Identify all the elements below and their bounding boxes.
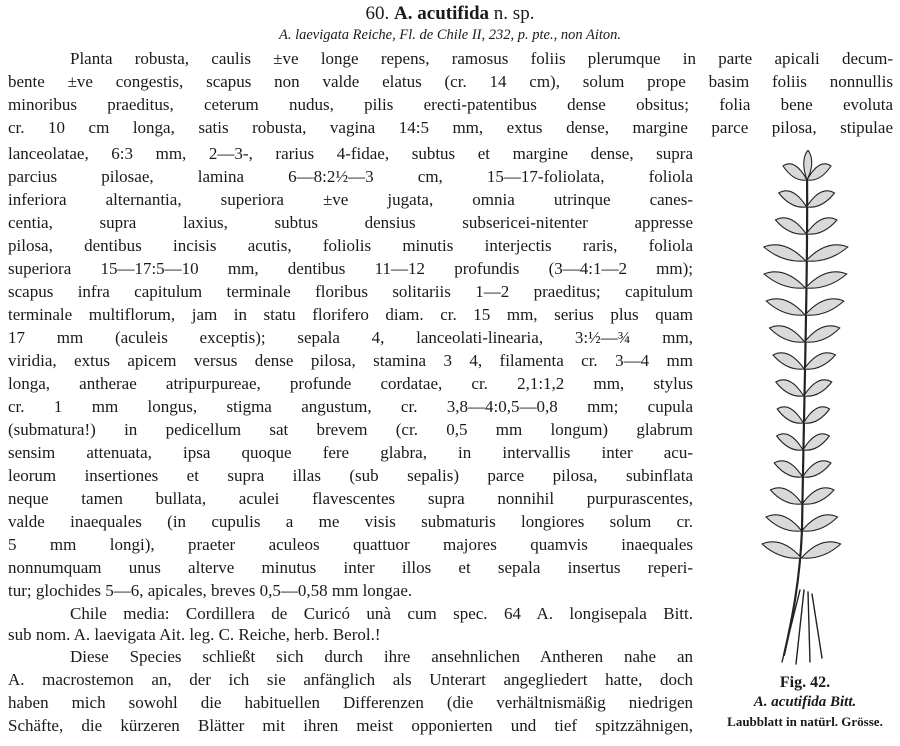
text-line: terminale multiflorum, jam in statu florifero diam. cr. 15 mm, serius plus quam	[8, 305, 693, 324]
synonym-text: A. laevigata Reiche, Fl. de Chile II, 232, p. pte., non Aiton.	[278, 27, 622, 43]
species-heading	[0, 2, 900, 26]
leaf-illustration	[712, 150, 900, 670]
leaflet	[802, 488, 834, 504]
text-line: superiora 15—17:5—10 mm, dentibus 11—12 profundis (3—4:1—2 mm);	[8, 259, 693, 278]
leaflet	[775, 218, 806, 234]
leaflet	[802, 515, 838, 531]
text-line: (submatura!) in pedicellum sat brevem (cr. 0,5 mm longum) glabrum	[8, 420, 693, 439]
text-line: parcius pilosae, lamina 6—8:2½—3 cm, 15—17-foliolata, foliola	[8, 167, 693, 186]
text-line: cr. 1 mm longus, stigma angustum, cr. 3,8—4:0,5—0,8 mm; cupula	[8, 397, 693, 416]
text-line: cr. 10 cm longa, satis robusta, vagina 14:5 mm, extus dense, margine parce pilosa, stipulae	[8, 118, 893, 137]
text-line: Chile media: Cordillera de Curicó unà cum spec. 64 A. longisepala Bitt.	[70, 604, 693, 623]
text-line: centia, supra laxius, subtus densius subsericei-nitenter appresse	[8, 213, 693, 232]
text-line: valde inaequales (in cupulis a me visis submaturis longiores solum cr.	[8, 512, 693, 531]
text-line: longa, antherae atripurpureae, profunde cordatae, cr. 2,1:1,2 mm, stylus	[8, 374, 693, 393]
leaflet	[777, 407, 803, 423]
text-line: sub nom. A. laevigata Ait. leg. C. Reiche, herb. Berol.!	[8, 625, 381, 644]
species-suffix: n. sp.	[493, 3, 535, 24]
text-line: 5 mm longi), praeter aculeos quattuor majores quamvis inaequales	[8, 535, 693, 554]
leaflet	[774, 461, 802, 477]
leaflet	[803, 407, 829, 423]
leaflet	[806, 245, 848, 261]
leaflet	[777, 434, 803, 450]
text-line: 17 mm (aculeis exceptis); sepala 4, lanceolati-linearia, 3:½—¾ mm,	[8, 328, 693, 347]
text-line: A. macrostemon an, der ich sie anfänglich als Unterart angegliedert hatte, doch	[8, 670, 693, 689]
figure-label: Fig. 42.	[779, 674, 831, 691]
leaflet	[807, 191, 835, 207]
text-line: scapus infra capitulum terminale floribus solitariis 1—2 praeditus; capitulum	[8, 282, 693, 301]
text-line: nonnumquam unus alterve minutus inter illos et sepala insertus reperi-	[8, 558, 693, 577]
synonym-line	[0, 26, 900, 45]
leaflet	[803, 461, 831, 477]
text-line: viridia, extus apicem versus dense pilosa, stamina 3 4, filamenta cr. 3—4 mm	[8, 351, 693, 370]
figure-note: Laubblatt in natürl. Grösse.	[727, 714, 883, 729]
leaflet	[762, 542, 801, 558]
leaflet	[805, 272, 846, 288]
leaflet	[779, 191, 807, 207]
leaflet	[766, 515, 802, 531]
text-line: pilosa, dentibus incisis acutis, foliolis minutis interjectis raris, foliola	[8, 236, 693, 255]
text-line: bente ±ve congestis, scapus non valde elatus (cr. 14 cm), solum prope basim foliis nonnullis	[8, 72, 893, 91]
leaflet	[764, 272, 805, 288]
leaflet	[806, 218, 837, 234]
leaflet	[764, 245, 806, 261]
leaflet	[769, 326, 804, 342]
text-line: Schäfte, die kürzeren Blätter mit ihren meist opponierten und tief spitzzähnigen,	[8, 716, 693, 735]
text-line: sensim attenuata, ipsa quoque fere glabra, in intervallis inter acu-	[8, 443, 693, 462]
leaflet	[766, 299, 805, 315]
text-line: inferiora alternantia, superiora ±ve jugata, omnia utrinque canes-	[8, 190, 693, 209]
leaflet	[804, 380, 832, 396]
text-line: haben mich sowohl die habituellen Differenzen (die verhältnismäßig niedrigen	[8, 693, 693, 712]
text-line: tur; glochides 5—6, apicales, breves 0,5—0,58 mm longae.	[8, 581, 413, 600]
text-line: Planta robusta, caulis ±ve longe repens, ramosus foliis plerumque in parte apicali decum-	[70, 49, 893, 68]
species-name: A. acutifida	[394, 3, 490, 24]
species-number: 60.	[365, 3, 390, 24]
text-line: leorum insertiones et supra illas (sub sepalis) parce pilosa, subinflata	[8, 466, 693, 485]
leaflet	[804, 353, 835, 369]
leaflet	[803, 434, 829, 450]
leaflet	[801, 542, 840, 558]
text-line: Diese Species schließt sich durch ihre ansehnlichen Antheren nahe an	[70, 647, 693, 666]
leaflet	[805, 299, 844, 315]
leaflet	[805, 326, 840, 342]
text-line: neque tamen bullata, aculei flavescentes supra nonnihil purpurascentes,	[8, 489, 693, 508]
leaflet	[773, 353, 804, 369]
leaflet	[770, 488, 802, 504]
text-line: minoribus praeditus, ceterum nudus, pilis erecti-patentibus dense obsitus; folia bene evoluta	[8, 95, 893, 114]
text-line: lanceolatae, 6:3 mm, 2—3-, rarius 4-fidae, subtus et margine dense, supra	[8, 144, 693, 163]
leaflet	[776, 380, 804, 396]
figure-species: A. acutifida Bitt.	[753, 694, 857, 710]
